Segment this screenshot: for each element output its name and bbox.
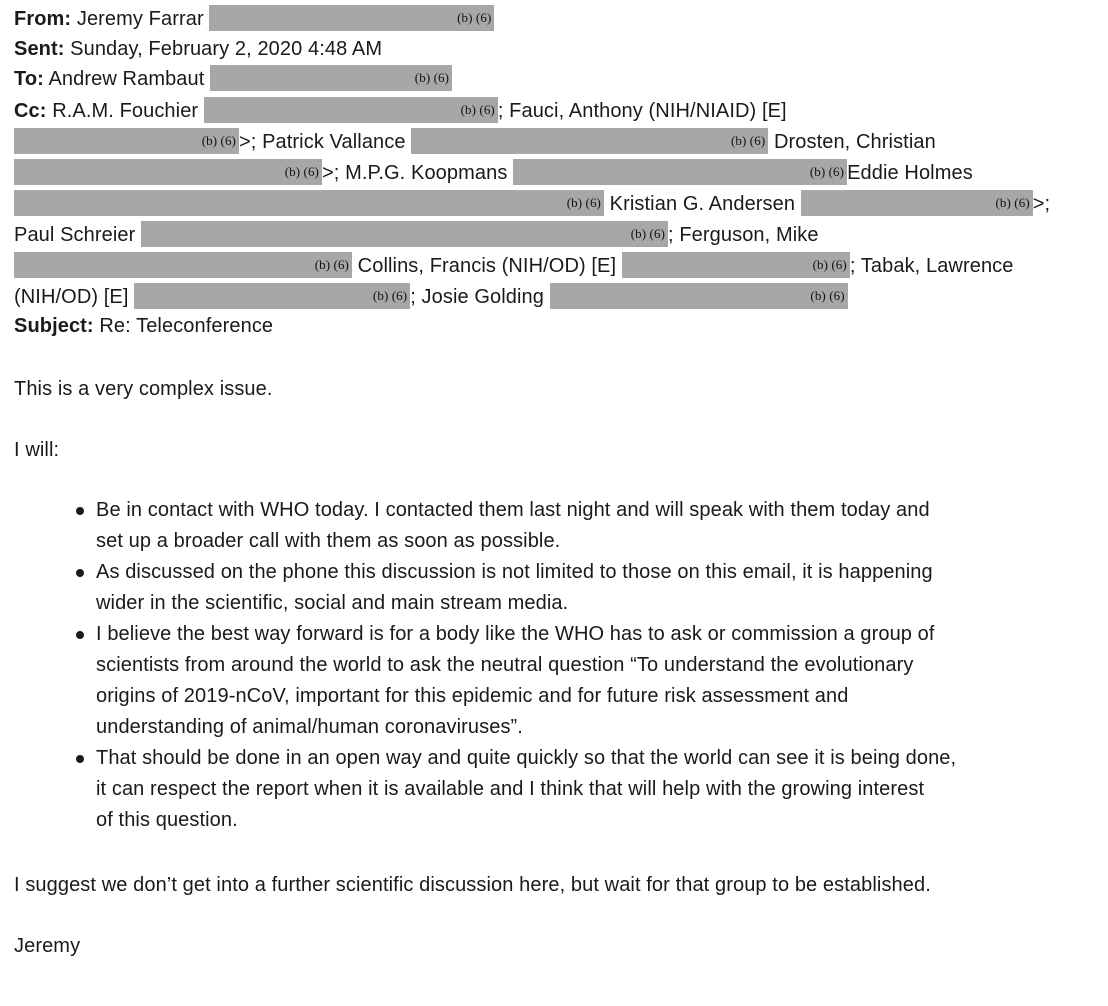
bullet-icon (76, 507, 84, 515)
sent-label: Sent: (14, 38, 65, 60)
redaction-code: (b) (6) (810, 288, 845, 303)
list-item-line: origins of 2019-nCoV, important for this epidemic and for future risk assessment and (96, 685, 849, 707)
list-item (74, 743, 1108, 836)
redaction-box (550, 283, 848, 309)
cc-recipient: ; Josie Golding (410, 286, 544, 308)
closing-paragraph: I suggest we don’t get into a further scientific discussion here, but wait for that group to be established. (14, 874, 931, 896)
cc-line-4 (14, 189, 1050, 219)
redaction-box (209, 5, 494, 31)
cc-recipient: Kristian G. Andersen (609, 193, 796, 215)
redaction-code: (b) (6) (812, 257, 847, 272)
redaction-code: (b) (6) (630, 226, 666, 241)
sent-value: Sunday, February 2, 2020 4:48 AM (70, 38, 383, 60)
redaction-code: (b) (6) (314, 257, 349, 272)
redaction-box (141, 221, 668, 247)
redaction-code: (b) (6) (457, 10, 492, 25)
redaction-code: (b) (6) (284, 164, 319, 179)
to-line (14, 64, 452, 94)
from-name: Jeremy Farrar (76, 8, 204, 30)
redaction-code: (b) (6) (372, 288, 408, 303)
list-item-line: I believe the best way forward is for a body like the WHO has to ask or commission a group of (96, 623, 935, 645)
sent-line (14, 34, 382, 64)
cc-recipient: ; Ferguson, Mike (668, 224, 819, 246)
cc-line-1 (14, 96, 787, 126)
redaction-code: (b) (6) (460, 102, 495, 117)
list-item (74, 619, 1108, 743)
cc-recipient: Collins, Francis (NIH/OD) [E] (357, 255, 617, 277)
list-item-line: it can respect the report when it is available and I think that will help with the growing interest (96, 778, 925, 800)
redaction-box (14, 159, 322, 185)
redaction-code: (b) (6) (201, 133, 236, 148)
list-item-line: of this question. (96, 809, 238, 831)
redaction-code: (b) (6) (809, 164, 845, 179)
redaction-box (14, 190, 604, 216)
cc-line-2 (14, 127, 936, 157)
list-item (74, 495, 1108, 557)
cc-recipient: R.A.M. Fouchier (52, 100, 199, 122)
cc-label: Cc: (14, 100, 47, 122)
redaction-box (204, 97, 498, 123)
list-item-line: That should be done in an open way and quite quickly so that the world can see it is being done, (96, 747, 957, 769)
cc-recipient: ; Fauci, Anthony (NIH/NIAID) [E] (497, 100, 787, 122)
from-label: From: (14, 8, 72, 30)
redaction-box (210, 65, 452, 91)
list-item-line: As discussed on the phone this discussion is not limited to those on this email, it is happening (96, 561, 933, 583)
redaction-box (513, 159, 847, 185)
bullet-icon (76, 569, 84, 577)
cc-recipient: (NIH/OD) [E] (14, 286, 129, 308)
list-item-line: understanding of animal/human coronaviruses”. (96, 716, 523, 738)
list-item-line: set up a broader call with them as soon as possible. (96, 530, 561, 552)
redaction-box (14, 252, 352, 278)
cc-recipient: Paul Schreier (14, 224, 136, 246)
cc-recipient: >; M.P.G. Koopmans (322, 162, 508, 184)
intro-paragraph: This is a very complex issue. (14, 378, 273, 400)
cc-line-3 (14, 158, 973, 188)
list-item-line: wider in the scientific, social and main stream media. (96, 592, 569, 614)
cc-recipient: >; Patrick Vallance (239, 131, 406, 153)
action-list (74, 495, 1108, 836)
will-paragraph: I will: (14, 439, 60, 461)
subject-label: Subject: (14, 315, 94, 337)
bullet-icon (76, 755, 84, 763)
list-item-line: scientists from around the world to ask the neutral question “To understand the evolutionary (96, 654, 914, 676)
redaction-code: (b) (6) (414, 70, 450, 85)
bullet-icon (76, 631, 84, 639)
cc-recipient: ; Tabak, Lawrence (849, 255, 1014, 277)
redaction-box (411, 128, 768, 154)
list-item (74, 557, 1108, 619)
from-line (14, 4, 494, 34)
cc-recipient: >; (1032, 193, 1051, 215)
cc-recipient: Drosten, Christian (773, 131, 936, 153)
cc-line-6 (14, 251, 1014, 281)
subject-value: Re: Teleconference (99, 315, 274, 337)
redaction-box (622, 252, 850, 278)
list-item-line: Be in contact with WHO today. I contacted them last night and will speak with them today and (96, 499, 930, 521)
signature: Jeremy (14, 935, 81, 957)
to-name: Andrew Rambaut (48, 68, 205, 90)
cc-recipient: Eddie Holmes (847, 162, 973, 184)
redaction-box (801, 190, 1033, 216)
redaction-box (134, 283, 410, 309)
to-label: To: (14, 68, 44, 90)
cc-line-5 (14, 220, 819, 250)
redaction-code: (b) (6) (566, 195, 601, 210)
cc-line-7 (14, 282, 848, 312)
redaction-code: (b) (6) (995, 195, 1030, 210)
redaction-code: (b) (6) (731, 133, 766, 148)
subject-line (14, 311, 273, 341)
redaction-box (14, 128, 239, 154)
